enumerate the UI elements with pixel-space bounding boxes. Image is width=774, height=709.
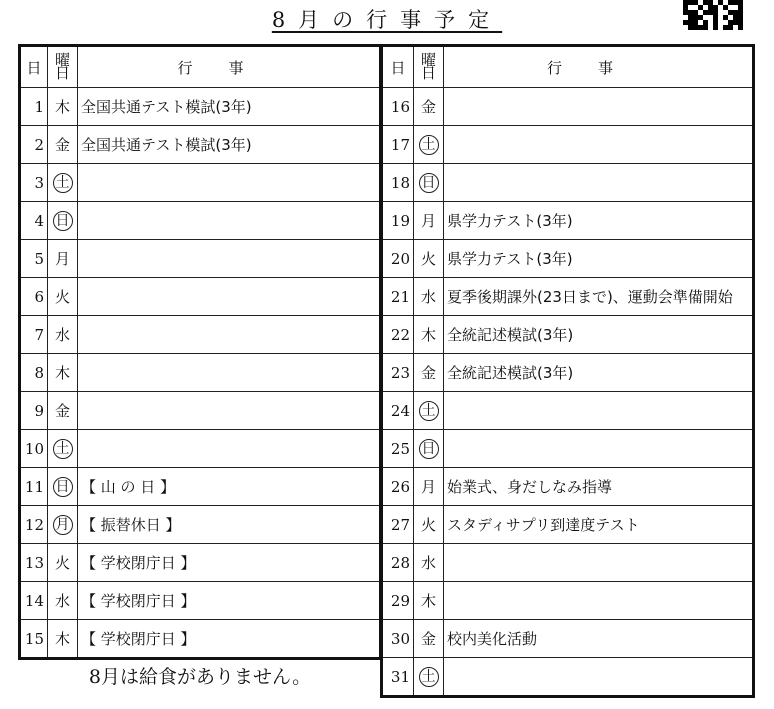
table-row	[20, 202, 381, 240]
table-row	[382, 240, 754, 278]
table-row	[382, 392, 754, 430]
weekday-label: 木	[420, 326, 436, 344]
weekday-cell	[48, 278, 78, 316]
day-number: 3	[20, 164, 48, 202]
day-number: 26	[382, 468, 414, 506]
weekday-label: 水	[54, 592, 70, 610]
weekday-label: 木	[54, 630, 70, 648]
header-day: 日	[20, 46, 48, 88]
header-weekday: 曜 日	[48, 46, 78, 88]
weekday-cell	[48, 506, 78, 544]
day-number: 7	[20, 316, 48, 354]
day-number: 25	[382, 430, 414, 468]
weekday-holiday-circle: 日	[53, 211, 73, 231]
weekday-holiday-circle: 土	[53, 439, 73, 459]
event-cell: 全統記述模試(3年)	[444, 316, 754, 354]
event-cell: 県学力テスト(3年)	[444, 202, 754, 240]
day-number: 6	[20, 278, 48, 316]
weekday-cell	[414, 164, 444, 202]
weekday-label: 金	[420, 630, 436, 648]
event-cell	[78, 392, 381, 430]
day-number: 12	[20, 506, 48, 544]
weekday-cell	[414, 240, 444, 278]
table-row	[382, 164, 754, 202]
day-number: 19	[382, 202, 414, 240]
event-cell	[78, 164, 381, 202]
day-number: 23	[382, 354, 414, 392]
weekday-cell	[414, 126, 444, 164]
weekday-cell	[48, 430, 78, 468]
table-row	[382, 658, 754, 697]
header-event: 行事	[444, 46, 754, 88]
event-cell: 県学力テスト(3年)	[444, 240, 754, 278]
event-cell	[444, 582, 754, 620]
weekday-cell	[414, 658, 444, 697]
day-number: 21	[382, 278, 414, 316]
weekday-label: 金	[420, 98, 436, 116]
weekday-holiday-circle: 日	[419, 439, 439, 459]
day-number: 14	[20, 582, 48, 620]
weekday-holiday-circle: 土	[419, 135, 439, 155]
weekday-holiday-circle: 土	[419, 401, 439, 421]
event-cell: 【 振替休日 】	[78, 506, 381, 544]
weekday-cell	[48, 88, 78, 126]
event-cell	[78, 202, 381, 240]
table-row	[382, 202, 754, 240]
weekday-cell	[414, 582, 444, 620]
weekday-cell	[414, 316, 444, 354]
weekday-label: 木	[420, 592, 436, 610]
table-row	[20, 126, 381, 164]
page-title: 8月の行事予定	[271, 8, 503, 32]
weekday-label: 火	[420, 250, 436, 268]
event-cell	[444, 658, 754, 697]
weekday-label: 火	[420, 516, 436, 534]
table-row	[382, 468, 754, 506]
event-cell	[78, 430, 381, 468]
weekday-cell	[414, 468, 444, 506]
day-number: 5	[20, 240, 48, 278]
table-row	[382, 354, 754, 392]
table-row	[20, 164, 381, 202]
day-number: 11	[20, 468, 48, 506]
weekday-holiday-circle: 土	[419, 667, 439, 687]
table-row	[20, 354, 381, 392]
day-number: 8	[20, 354, 48, 392]
weekday-cell	[414, 88, 444, 126]
weekday-cell	[414, 278, 444, 316]
day-number: 28	[382, 544, 414, 582]
weekday-label: 水	[420, 288, 436, 306]
day-number: 4	[20, 202, 48, 240]
table-header-row	[382, 46, 754, 88]
weekday-cell	[414, 354, 444, 392]
table-row	[20, 392, 381, 430]
event-cell: スタディサプリ到達度テスト	[444, 506, 754, 544]
event-cell: 始業式、身だしなみ指導	[444, 468, 754, 506]
weekday-holiday-circle: 土	[53, 173, 73, 193]
weekday-label: 火	[54, 288, 70, 306]
table-row	[382, 430, 754, 468]
weekday-label: 水	[54, 326, 70, 344]
event-cell: 全国共通テスト模試(3年)	[78, 126, 381, 164]
event-cell: 【 学校閉庁日 】	[78, 582, 381, 620]
schedule-table-right	[380, 44, 755, 698]
weekday-cell	[414, 202, 444, 240]
weekday-holiday-circle: 日	[53, 477, 73, 497]
weekday-cell	[48, 392, 78, 430]
weekday-cell	[48, 164, 78, 202]
weekday-holiday-circle: 日	[419, 173, 439, 193]
weekday-label: 金	[420, 364, 436, 382]
day-number: 30	[382, 620, 414, 658]
table-row	[20, 278, 381, 316]
event-cell	[444, 544, 754, 582]
day-number: 18	[382, 164, 414, 202]
table-row	[20, 240, 381, 278]
weekday-label: 水	[420, 554, 436, 572]
table-row	[382, 620, 754, 658]
event-cell: 全統記述模試(3年)	[444, 354, 754, 392]
weekday-label: 火	[54, 554, 70, 572]
weekday-cell	[414, 620, 444, 658]
table-row	[20, 468, 381, 506]
table-row	[20, 620, 381, 659]
weekday-cell	[48, 544, 78, 582]
weekday-cell	[48, 468, 78, 506]
table-row	[382, 126, 754, 164]
event-cell	[78, 278, 381, 316]
day-number: 29	[382, 582, 414, 620]
weekday-cell	[414, 544, 444, 582]
table-row	[382, 278, 754, 316]
weekday-cell	[48, 126, 78, 164]
day-number: 20	[382, 240, 414, 278]
table-row	[382, 582, 754, 620]
day-number: 24	[382, 392, 414, 430]
header-event: 行事	[78, 46, 381, 88]
day-number: 15	[20, 620, 48, 659]
day-number: 2	[20, 126, 48, 164]
weekday-cell	[48, 202, 78, 240]
weekday-label: 金	[54, 136, 70, 154]
table-row	[382, 88, 754, 126]
day-number: 13	[20, 544, 48, 582]
day-number: 22	[382, 316, 414, 354]
event-cell: 【 学校閉庁日 】	[78, 620, 381, 659]
weekday-cell	[48, 316, 78, 354]
day-number: 16	[382, 88, 414, 126]
weekday-label: 月	[420, 478, 436, 496]
table-row	[20, 582, 381, 620]
qr-code-icon	[683, 0, 743, 30]
event-cell	[444, 392, 754, 430]
lunch-note: 8月は給食がありません。	[88, 666, 312, 688]
event-cell: 【 学校閉庁日 】	[78, 544, 381, 582]
event-cell	[444, 164, 754, 202]
weekday-cell	[48, 354, 78, 392]
table-row	[20, 88, 381, 126]
event-cell	[78, 316, 381, 354]
table-row	[20, 544, 381, 582]
header-day: 日	[382, 46, 414, 88]
weekday-cell	[414, 430, 444, 468]
table-row	[382, 544, 754, 582]
event-cell	[444, 88, 754, 126]
day-number: 9	[20, 392, 48, 430]
table-row	[382, 506, 754, 544]
day-number: 31	[382, 658, 414, 697]
table-row	[20, 506, 381, 544]
day-number: 27	[382, 506, 414, 544]
event-cell: 校内美化活動	[444, 620, 754, 658]
weekday-holiday-circle: 月	[53, 515, 73, 535]
table-row	[20, 316, 381, 354]
weekday-cell	[48, 582, 78, 620]
table-row	[382, 316, 754, 354]
table-header-row	[20, 46, 381, 88]
schedule-table-left	[18, 44, 382, 660]
event-cell	[444, 430, 754, 468]
weekday-label: 月	[420, 212, 436, 230]
day-number: 1	[20, 88, 48, 126]
event-cell: 【 山 の 日 】	[78, 468, 381, 506]
event-cell: 全国共通テスト模試(3年)	[78, 88, 381, 126]
event-cell	[444, 126, 754, 164]
weekday-label: 金	[54, 402, 70, 420]
table-row	[20, 430, 381, 468]
day-number: 17	[382, 126, 414, 164]
weekday-label: 木	[54, 98, 70, 116]
event-cell	[78, 240, 381, 278]
event-cell: 夏季後期課外(23日まで)、運動会準備開始	[444, 278, 754, 316]
weekday-cell	[48, 240, 78, 278]
weekday-label: 木	[54, 364, 70, 382]
day-number: 10	[20, 430, 48, 468]
weekday-cell	[48, 620, 78, 659]
event-cell	[78, 354, 381, 392]
weekday-label: 月	[54, 250, 70, 268]
weekday-cell	[414, 506, 444, 544]
weekday-cell	[414, 392, 444, 430]
header-weekday: 曜 日	[414, 46, 444, 88]
